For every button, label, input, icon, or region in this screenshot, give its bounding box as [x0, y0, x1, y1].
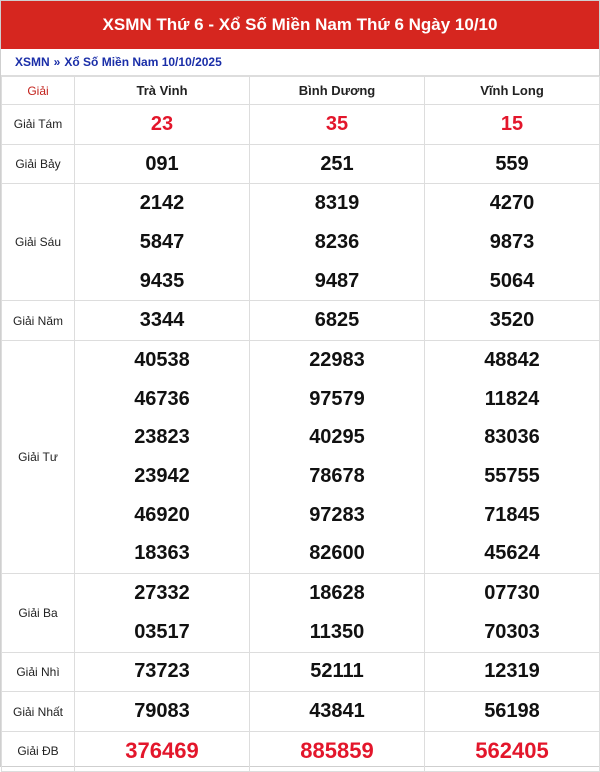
lottery-number: 40295: [309, 426, 365, 449]
lottery-number: 2142: [139, 192, 185, 215]
prize-label: Giải ĐB: [2, 732, 75, 772]
lottery-number: 73723: [134, 660, 190, 683]
lottery-number: 15: [500, 112, 524, 135]
lottery-number: 9435: [139, 269, 185, 292]
lottery-number: 43841: [309, 700, 365, 723]
page-title: XSMN Thứ 6 - Xổ Số Miền Nam Thứ 6 Ngày 10/10: [1, 1, 599, 49]
prize-label: Giải Nhất: [2, 692, 75, 732]
result-cell: [250, 301, 425, 341]
lottery-number: 79083: [134, 700, 190, 723]
result-cell: [250, 144, 425, 184]
prize-label: Giải Tám: [2, 105, 75, 145]
result-cell: [250, 184, 425, 301]
results-body: [2, 105, 600, 772]
result-cell: [250, 652, 425, 692]
prize-row: [2, 105, 600, 145]
lottery-number: 23942: [134, 465, 190, 488]
lottery-number: 78678: [309, 465, 365, 488]
prize-row: [2, 341, 600, 574]
result-cell: [425, 144, 600, 184]
result-cell: [75, 341, 250, 574]
lottery-number: 559: [495, 152, 529, 175]
result-cell: [425, 341, 600, 574]
results-table: [1, 76, 600, 772]
province-header: Bình Dương: [250, 77, 425, 105]
lottery-number: 83036: [484, 426, 540, 449]
lottery-number: 52111: [310, 660, 364, 683]
lottery-number: 23823: [134, 426, 190, 449]
breadcrumb-current: Xổ Số Miền Nam 10/10/2025: [64, 55, 222, 69]
prize-column-header: Giải: [2, 77, 75, 105]
prize-row: [2, 692, 600, 732]
result-cell: [75, 144, 250, 184]
prize-label: Giải Ba: [2, 574, 75, 652]
lottery-number: 48842: [484, 348, 540, 371]
lottery-number: 9873: [489, 230, 535, 253]
prize-label: Giải Nhì: [2, 652, 75, 692]
lottery-number: 46736: [134, 387, 190, 410]
province-header: Vĩnh Long: [425, 77, 600, 105]
breadcrumb: [1, 49, 599, 76]
prize-row: [2, 144, 600, 184]
lottery-number: 376469: [125, 738, 199, 764]
lottery-number: 5847: [139, 230, 185, 253]
lottery-number: 9487: [314, 269, 360, 292]
lottery-number: 03517: [134, 620, 190, 643]
result-cell: [75, 105, 250, 145]
lottery-number: 70303: [484, 620, 540, 643]
result-cell: [425, 652, 600, 692]
lottery-number: 12319: [484, 660, 540, 683]
result-cell: [75, 732, 250, 772]
lottery-number: 6825: [314, 309, 360, 332]
lottery-number: 18363: [134, 542, 190, 565]
prize-label: Giải Tư: [2, 341, 75, 574]
result-cell: [250, 574, 425, 652]
prize-label: Giải Bảy: [2, 144, 75, 184]
prize-label: Giải Năm: [2, 301, 75, 341]
lottery-number: 40538: [134, 348, 190, 371]
lottery-number: 18628: [309, 582, 365, 605]
result-cell: [250, 105, 425, 145]
lottery-number: 55755: [484, 465, 540, 488]
prize-row: [2, 184, 600, 301]
lottery-number: 11824: [484, 387, 540, 410]
lottery-number: 11350: [309, 620, 365, 643]
result-cell: [425, 105, 600, 145]
lottery-number: 27332: [134, 582, 190, 605]
result-cell: [75, 184, 250, 301]
lottery-number: 8319: [314, 192, 360, 215]
lottery-number: 885859: [300, 738, 374, 764]
lottery-number: 3520: [489, 309, 535, 332]
result-cell: [425, 692, 600, 732]
lottery-number: 56198: [484, 700, 540, 723]
province-header: Trà Vinh: [75, 77, 250, 105]
lottery-number: 45624: [484, 542, 540, 565]
result-cell: [75, 692, 250, 732]
result-cell: [75, 301, 250, 341]
lottery-number: 23: [150, 112, 174, 135]
lottery-number: 97283: [309, 503, 365, 526]
lottery-number: 22983: [309, 348, 365, 371]
prize-row: [2, 574, 600, 652]
lottery-number: 07730: [484, 582, 540, 605]
prize-row: [2, 652, 600, 692]
lottery-number: 71845: [484, 503, 540, 526]
lottery-number: 5064: [489, 269, 535, 292]
result-cell: [425, 184, 600, 301]
lottery-number: 8236: [314, 230, 360, 253]
result-cell: [75, 652, 250, 692]
lottery-number: 3344: [139, 309, 185, 332]
lottery-number: 562405: [475, 738, 549, 764]
result-cell: [425, 574, 600, 652]
result-cell: [425, 301, 600, 341]
result-cell: [75, 574, 250, 652]
breadcrumb-separator: »: [53, 55, 61, 69]
result-cell: [250, 732, 425, 772]
lottery-number: 4270: [489, 192, 535, 215]
result-cell: [425, 732, 600, 772]
result-cell: [250, 341, 425, 574]
lottery-number: 82600: [309, 542, 365, 565]
prize-row: [2, 301, 600, 341]
prize-label: Giải Sáu: [2, 184, 75, 301]
lottery-number: 251: [320, 152, 354, 175]
lottery-number: 97579: [309, 387, 365, 410]
lottery-number: 46920: [134, 503, 190, 526]
lottery-number: 35: [325, 112, 349, 135]
breadcrumb-home-link[interactable]: XSMN: [15, 55, 50, 69]
lottery-number: 091: [145, 152, 179, 175]
prize-row: [2, 732, 600, 772]
result-cell: [250, 692, 425, 732]
